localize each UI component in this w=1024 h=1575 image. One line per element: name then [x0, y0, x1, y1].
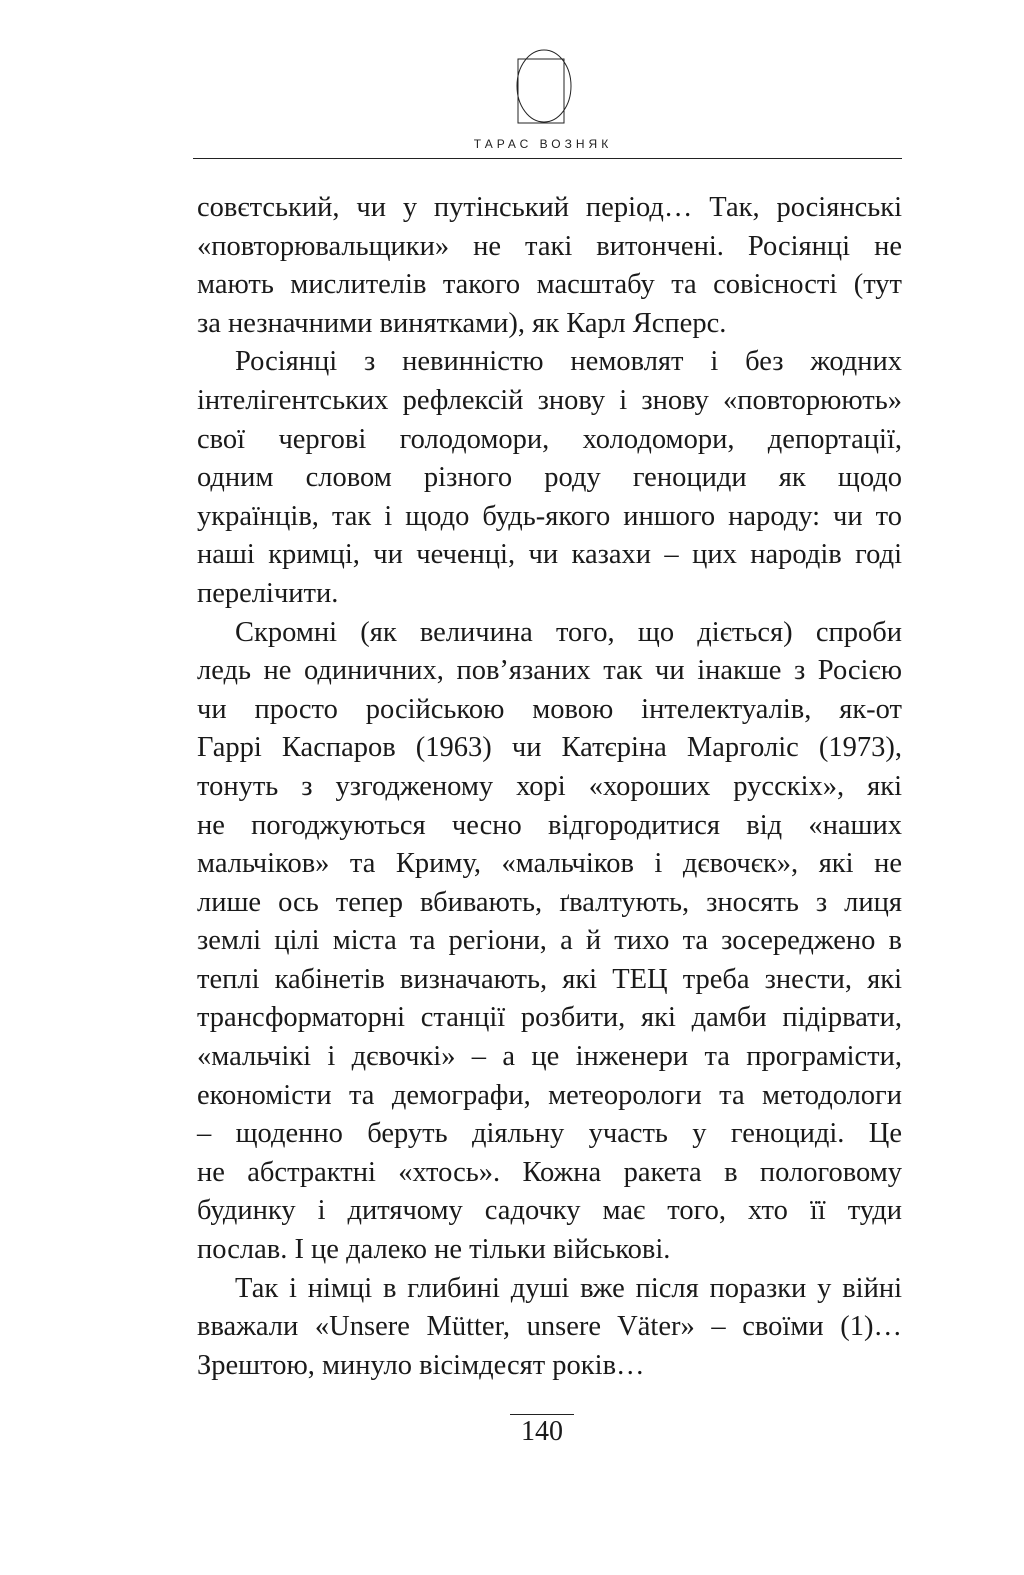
paragraph — [197, 343, 902, 613]
text-line: трансформаторні станції розбити, які дамби підірвати, — [197, 1002, 902, 1034]
text-line: не погоджуються чесно відгородитися від «наших — [197, 809, 902, 841]
text-line: мають мислителів такого масштабу та совісності (тут — [197, 269, 902, 301]
text-line: одним словом різного роду геноциди як щодо — [197, 462, 902, 494]
text-line: свої чергові голодомори, холодомори, депортації, — [197, 423, 902, 455]
header-rule — [193, 158, 902, 159]
paragraph — [197, 189, 902, 343]
circle-square-logo-icon — [508, 48, 580, 128]
text-line: інтелігентських рефлексій знову і знову «повторюють» — [197, 384, 902, 416]
text-line: Росіянці з невинністю немовлят і без жодних — [235, 346, 902, 378]
text-line: совєтський, чи у путінський період… Так, росіянські — [197, 192, 902, 223]
page-footer — [510, 1414, 574, 1449]
text-line: чи просто російською мовою інтелектуалів, як-от — [197, 693, 902, 725]
text-line: ледь не одиничних, пов’язаних так чи інакше з Росією — [197, 655, 902, 687]
text-line: Скромні (як величина того, що діється) спроби — [235, 616, 902, 648]
paragraph — [197, 614, 902, 1270]
text-line: тонуть з узгодженому хорі «хороших русскіх», які — [197, 770, 902, 802]
text-line: Так і німці в глибині душі вже після поразки у війні — [235, 1272, 902, 1304]
text-line: «мальчікі і дєвочкі» – а це інженери та програмісти, — [197, 1041, 902, 1073]
text-line: «повторювальщики» не такі витончені. Росіянці не — [197, 230, 902, 262]
running-head-author: ТАРАС ВОЗНЯК — [473, 137, 613, 151]
page-body — [197, 189, 902, 1385]
text-line: Зрештою, минуло вісімдесят років… — [197, 1349, 645, 1381]
page-number: 140 — [521, 1416, 563, 1447]
text-line: за незначними винятками), як Карл Ясперс. — [197, 307, 727, 339]
text-line: Гаррі Каспаров (1963) чи Катєріна Марголіс (1973), — [197, 732, 902, 764]
text-line: послав. І це далеко не тільки військові. — [197, 1234, 671, 1266]
text-line: не абстрактні «хтось». Кожна ракета в пологовому — [197, 1156, 902, 1188]
text-line: вважали «Unsere Mütter, unsere Väter» – своїми (1)… — [197, 1311, 902, 1343]
paragraph — [197, 1270, 902, 1386]
text-line: українців, так і щодо будь-якого иншого народу: чи то — [197, 500, 902, 532]
text-line: економісти та демографи, метеорологи та методологи — [197, 1079, 902, 1111]
text-line: наші кримці, чи чеченці, чи казахи – цих народів годі — [197, 539, 902, 571]
text-line: землі цілі міста та регіони, а й тихо та зосереджено в — [197, 925, 902, 957]
text-line: перелічити. — [197, 577, 339, 609]
text-line: – щоденно беруть діяльну участь у геноциді. Це — [197, 1118, 902, 1150]
text-line: мальчіков» та Криму, «мальчіков і дєвочєк», які не — [197, 848, 902, 880]
text-line: будинку і дитячому садочку має того, хто її туди — [197, 1195, 902, 1227]
text-line: лише ось тепер вбивають, ґвалтують, зносять з лиця — [197, 886, 902, 918]
text-line: теплі кабінетів визначають, які ТЕЦ треба знести, які — [197, 963, 902, 995]
